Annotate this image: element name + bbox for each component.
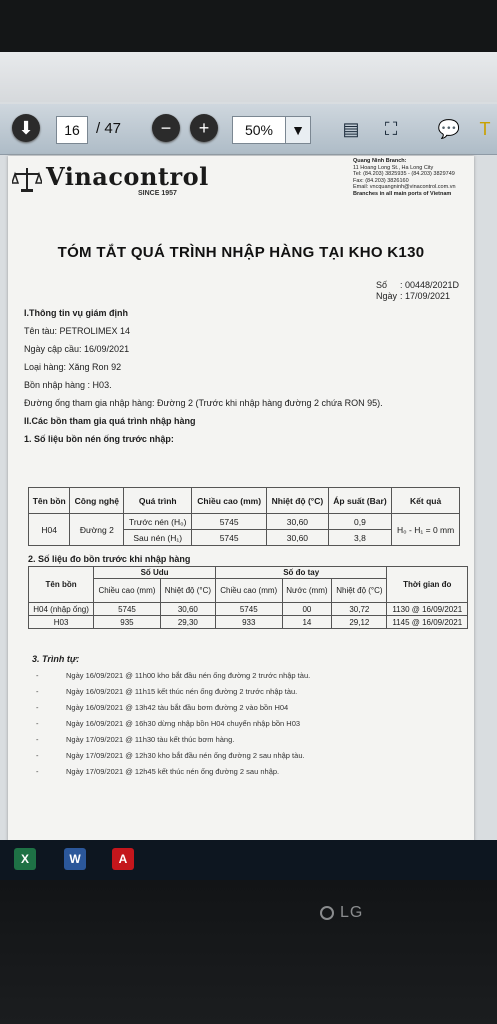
table-cell: 935 <box>94 616 161 629</box>
table-cell: H₀ - H₁ = 0 mm <box>392 514 460 546</box>
table-header: Công nghệ <box>70 488 124 514</box>
table-cell: 5745 <box>94 603 161 616</box>
list-item: - Ngày 17/09/2021 @ 12h45 kết thúc nén ống đường 2 sau nhập. <box>36 767 280 776</box>
pdf-toolbar <box>0 104 497 155</box>
table-header: Chiều cao (mm) <box>215 579 282 603</box>
table-header: Số Udu <box>94 567 216 579</box>
page-total: / 47 <box>96 120 122 137</box>
since-text: SINCE 1957 <box>138 190 177 197</box>
document-number <box>376 280 459 302</box>
list-item: - Ngày 16/09/2021 @ 16h30 dừng nhập bồn H04 chuyển nhập bồn H03 <box>36 719 301 728</box>
page-number-input[interactable]: 16 <box>56 116 88 144</box>
timeline-text: Ngày 16/09/2021 @ 13h42 tàu bắt đầu bơm đường 2 vào bồn H04 <box>66 703 289 712</box>
ngay-value: : 17/09/2021 <box>400 291 451 301</box>
branch-address: 11 Hoang Long St., Ha Long City <box>353 164 434 171</box>
timeline-text: Ngày 16/09/2021 @ 11h15 kết thúc nén ống đường 2 trước nhập tàu. <box>66 687 298 696</box>
branch-email: Email: vncquangninh@vinacontrol.com.vn <box>353 184 456 191</box>
table-cell: Đường 2 <box>70 514 124 546</box>
screen <box>0 52 497 880</box>
table-cell: 933 <box>215 616 282 629</box>
table-cell: 00 <box>282 603 332 616</box>
table-cell: 29,30 <box>160 616 215 629</box>
monitor-bezel-top <box>0 0 497 52</box>
table-cell: 1145 @ 16/09/2021 <box>387 616 468 629</box>
table-header: Nước (mm) <box>282 579 332 603</box>
table-cell: 5745 <box>192 514 267 530</box>
branch-fax: Fax: (84.203) 3826160 <box>353 177 409 184</box>
branch-note: Branches in all main ports of Vietnam <box>353 190 452 197</box>
timeline-text: Ngày 16/09/2021 @ 16h30 dừng nhập bồn H04 chuyển nhập bồn H03 <box>66 719 301 728</box>
table-header: Thời gian đo <box>387 567 468 603</box>
table-cell: 30,60 <box>267 514 329 530</box>
table-cell: H04 (nhập ống) <box>29 603 94 616</box>
table-cell: 1130 @ 16/09/2021 <box>387 603 468 616</box>
comment-icon[interactable]: 💬 <box>437 119 461 139</box>
list-item: - Ngày 17/09/2021 @ 11h30 tàu kết thúc bơm hàng. <box>36 735 235 744</box>
table-cell: 30,72 <box>332 603 387 616</box>
section-2-heading: 2. Số liệu đo bồn trước khi nhập hàng <box>28 554 191 564</box>
table-row <box>29 514 460 530</box>
info-line: II.Các bồn tham gia quá trình nhập hàng <box>24 416 196 426</box>
info-line: Ngày cập cầu: 16/09/2021 <box>24 344 130 354</box>
logo-text: Vinacontrol <box>46 162 209 191</box>
table-cell: 30,60 <box>267 530 329 546</box>
timeline-list <box>36 668 310 780</box>
table-cell: Sau nén (H₁) <box>124 530 192 546</box>
table-header: Tên bồn <box>29 488 70 514</box>
section-3-heading: 3. Trình tự: <box>32 654 80 664</box>
excel-icon[interactable]: X <box>14 848 36 870</box>
fit-page-icon[interactable]: ▤ <box>342 119 360 139</box>
table-cell: 5745 <box>192 530 267 546</box>
scale-icon <box>12 166 42 192</box>
acrobat-icon[interactable]: A <box>112 848 134 870</box>
list-item: - Ngày 16/09/2021 @ 13h42 tàu bắt đầu bơm đường 2 vào bồn H04 <box>36 703 289 712</box>
table-header: Nhiệt độ (°C) <box>332 579 387 603</box>
table-cell: H04 <box>29 514 70 546</box>
info-line: Tên tàu: PETROLIMEX 14 <box>24 326 131 336</box>
fit-width-icon[interactable]: ⛶ <box>384 119 398 139</box>
table-cell: Trước nén (H₀) <box>124 514 192 530</box>
info-lines <box>24 304 383 448</box>
table-header: Áp suất (Bar) <box>328 488 392 514</box>
info-line: 1. Số liệu bồn nén ống trước nhập: <box>24 434 174 444</box>
so-value: : 00448/2021D <box>400 280 460 290</box>
table-cell: H03 <box>29 616 94 629</box>
table-row <box>29 616 468 629</box>
timeline-text: Ngày 17/09/2021 @ 11h30 tàu kết thúc bơm hàng. <box>66 735 235 744</box>
plus-icon[interactable]: + <box>190 114 218 142</box>
window-titlebar <box>0 52 497 102</box>
table-cell: 3,8 <box>328 530 392 546</box>
lg-text: LG <box>340 904 364 921</box>
branch-info <box>353 158 473 198</box>
text-icon[interactable]: T <box>479 119 491 139</box>
table-header: Nhiệt độ (°C) <box>267 488 329 514</box>
ngay-label: Ngày <box>376 291 398 301</box>
taskbar <box>0 840 497 880</box>
list-item: - Ngày 16/09/2021 @ 11h00 kho bắt đầu nén ống đường 2 trước nhập tàu. <box>36 671 311 680</box>
document-title: TÓM TẮT QUÁ TRÌNH NHẬP HÀNG TẠI KHO K130 <box>57 244 425 261</box>
timeline-text: Ngày 17/09/2021 @ 12h30 kho bắt đầu nén ống đường 2 sau nhập tàu. <box>66 751 305 760</box>
info-line: I.Thông tin vụ giám định <box>24 308 128 318</box>
table-header: Quá trình <box>124 488 192 514</box>
pdf-page <box>8 156 474 864</box>
table-cell: 30,60 <box>160 603 215 616</box>
monitor-bezel-bottom <box>0 880 497 1024</box>
table-header: Tên bồn <box>29 567 94 603</box>
info-line: Bồn nhập hàng : H03. <box>24 380 112 390</box>
table-cell: 0,9 <box>328 514 392 530</box>
table-cell: 14 <box>282 616 332 629</box>
word-icon[interactable]: W <box>64 848 86 870</box>
branch-tel: Tel: (84.203) 3825935 - (84.203) 3829749 <box>353 171 455 178</box>
vinacontrol-logo <box>12 162 209 192</box>
table-cell: 29,12 <box>332 616 387 629</box>
branch-title: Quang Ninh Branch: <box>353 158 407 164</box>
table-header: Kết quả <box>392 488 460 514</box>
minus-icon[interactable]: − <box>152 114 180 142</box>
lg-circle-icon <box>320 906 334 920</box>
table-cell: 5745 <box>215 603 282 616</box>
lg-logo <box>320 904 363 922</box>
table-row <box>29 603 468 616</box>
table-header: Chiều cao (mm) <box>192 488 267 514</box>
table-pressure-test <box>28 487 460 546</box>
timeline-text: Ngày 17/09/2021 @ 12h45 kết thúc nén ống đường 2 sau nhập. <box>66 767 280 776</box>
table-header: Nhiệt độ (°C) <box>160 579 215 603</box>
down-arrow-icon[interactable]: ⬇ <box>12 114 40 142</box>
list-item: - Ngày 17/09/2021 @ 12h30 kho bắt đầu nén ống đường 2 sau nhập tàu. <box>36 751 305 760</box>
dropdown-arrow-icon[interactable]: ▼ <box>285 116 311 144</box>
zoom-select[interactable]: 50% <box>232 116 286 144</box>
info-line: Đường ống tham gia nhập hàng: Đường 2 (Trước khi nhập hàng đường 2 chứa RON 95). <box>24 398 383 408</box>
table-header: Số đo tay <box>215 567 387 579</box>
list-item: - Ngày 16/09/2021 @ 11h15 kết thúc nén ống đường 2 trước nhập tàu. <box>36 687 298 696</box>
so-label: Số <box>376 280 388 290</box>
info-line: Loại hàng: Xăng Ron 92 <box>24 362 122 372</box>
timeline-text: Ngày 16/09/2021 @ 11h00 kho bắt đầu nén ống đường 2 trước nhập tàu. <box>66 671 311 680</box>
table-tank-measurement <box>28 566 468 629</box>
table-header: Chiều cao (mm) <box>94 579 161 603</box>
